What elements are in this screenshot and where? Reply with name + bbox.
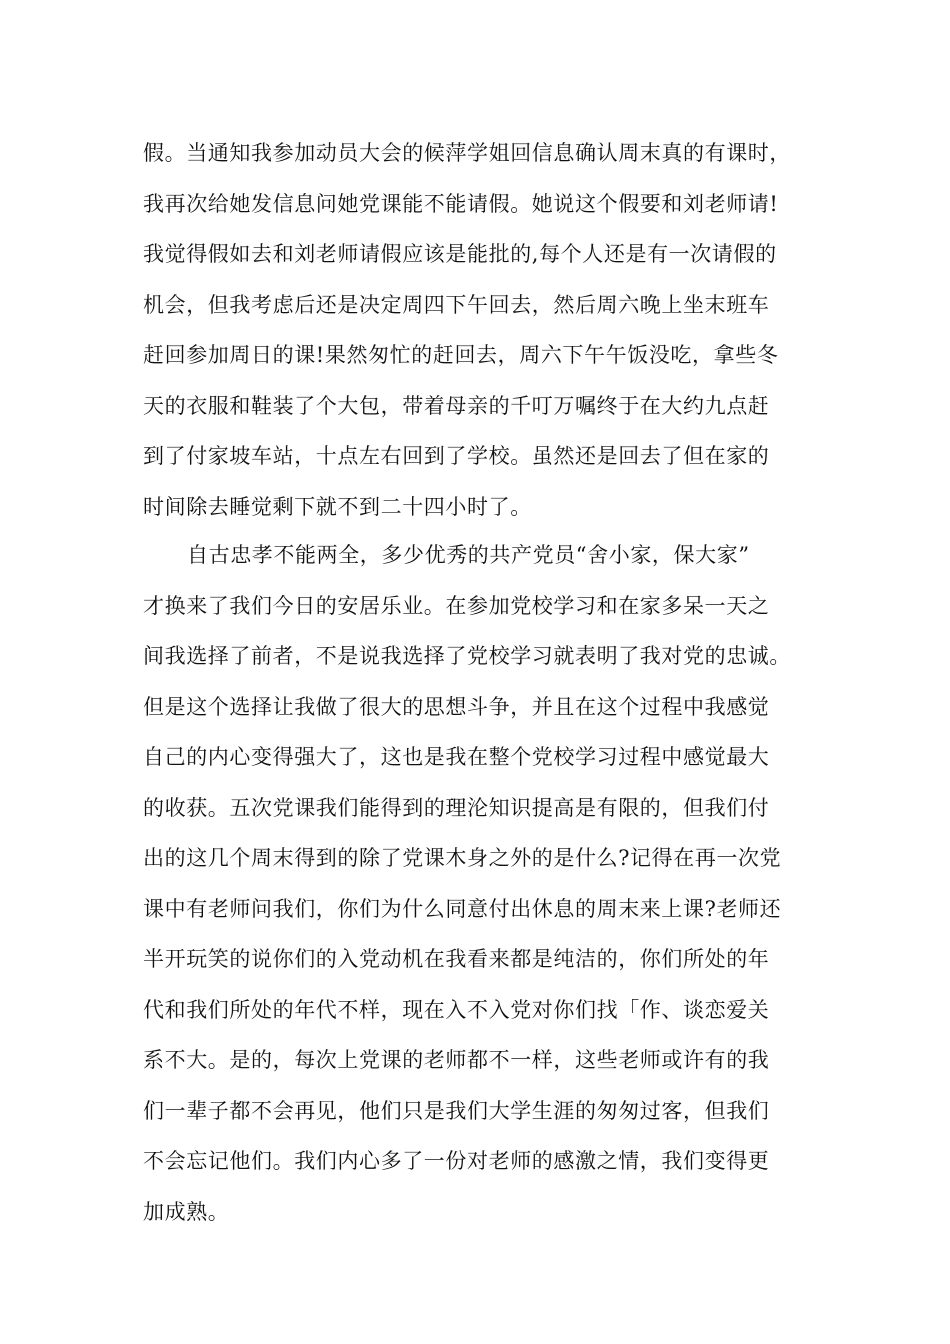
text-line: 加成熟。 <box>143 1199 230 1224</box>
text-line: 假。当通知我参加动员大会的候萍学姐回信息确认周末真的有课时， <box>143 141 791 165</box>
text-line: 们一辈子都不会再见，他们只是我们大学生涯的匆匆过客，但我们 <box>143 1098 770 1123</box>
text-line: 自古忠孝不能两全，多少优秀的共产党员“舍小家，保大家” <box>187 543 750 567</box>
paragraph-2 <box>143 530 813 1237</box>
text-line: 半开玩笑的说你们的入党动机在我看来都是纯洁的，你们所处的年 <box>143 947 770 971</box>
text-line: 自己的内心变得强大了，这也是我在整个党校学习过程中感觉最大 <box>143 745 770 769</box>
text-line: 但是这个选择让我做了很大的思想斗争，并且在这个过程中我感觉 <box>143 694 770 719</box>
text-line: 才换来了我们今日的安居乐业。在参加党校学习和在家多呆一天之 <box>143 593 770 618</box>
text-line: 代和我们所处的年代不样，现在入不入党对你们找「作、谈恋爱关 <box>143 997 770 1022</box>
text-line: 时间除去睡觉剩下就不到二十四小时了。 <box>143 494 532 519</box>
text-line: 机会，但我考虑后还是决定周四下午回去，然后周六晚上坐末班车 <box>143 292 770 317</box>
text-line: 我再次给她发信息问她党课能不能请假。她说这个假要和刘老师请! <box>143 191 779 216</box>
text-line: 天的衣服和鞋装了个大包，带着母亲的千叮万嘱终于在大约九点赶 <box>143 393 770 418</box>
text-line: 课中有老师问我们，你们为什么同意付出休息的周末来上课?老师还 <box>143 896 782 921</box>
text-line: 不会忘记他们。我们内心多了一份对老师的感激之情，我们变得更 <box>143 1149 770 1173</box>
text-line: 我觉得假如去和刘老师请假应该是能批的,每个人还是有一次请假的 <box>143 242 777 266</box>
text-line: 赶回参加周日的课!果然匆忙的赶回去，周六下午午饭没吃，拿些冬 <box>143 343 779 367</box>
text-line: 到了付家坡车站，十点左右回到了学校。虽然还是回去了但在家的 <box>143 444 770 468</box>
text-line: 的收获。五次党课我们能得到的理沦知识提高是有限的，但我们付 <box>143 795 770 820</box>
paragraph-1 <box>143 128 813 532</box>
text-line: 出的这几个周末得到的除了党课木身之外的是什么?记得在再一次党 <box>143 846 782 870</box>
text-line: 系不大。是的，每次上党课的老师都不一样，这些老师或许有的我 <box>143 1048 770 1072</box>
text-line: 间我选择了前者，不是说我选择了党校学习就表明了我对党的忠诚。 <box>143 644 791 668</box>
